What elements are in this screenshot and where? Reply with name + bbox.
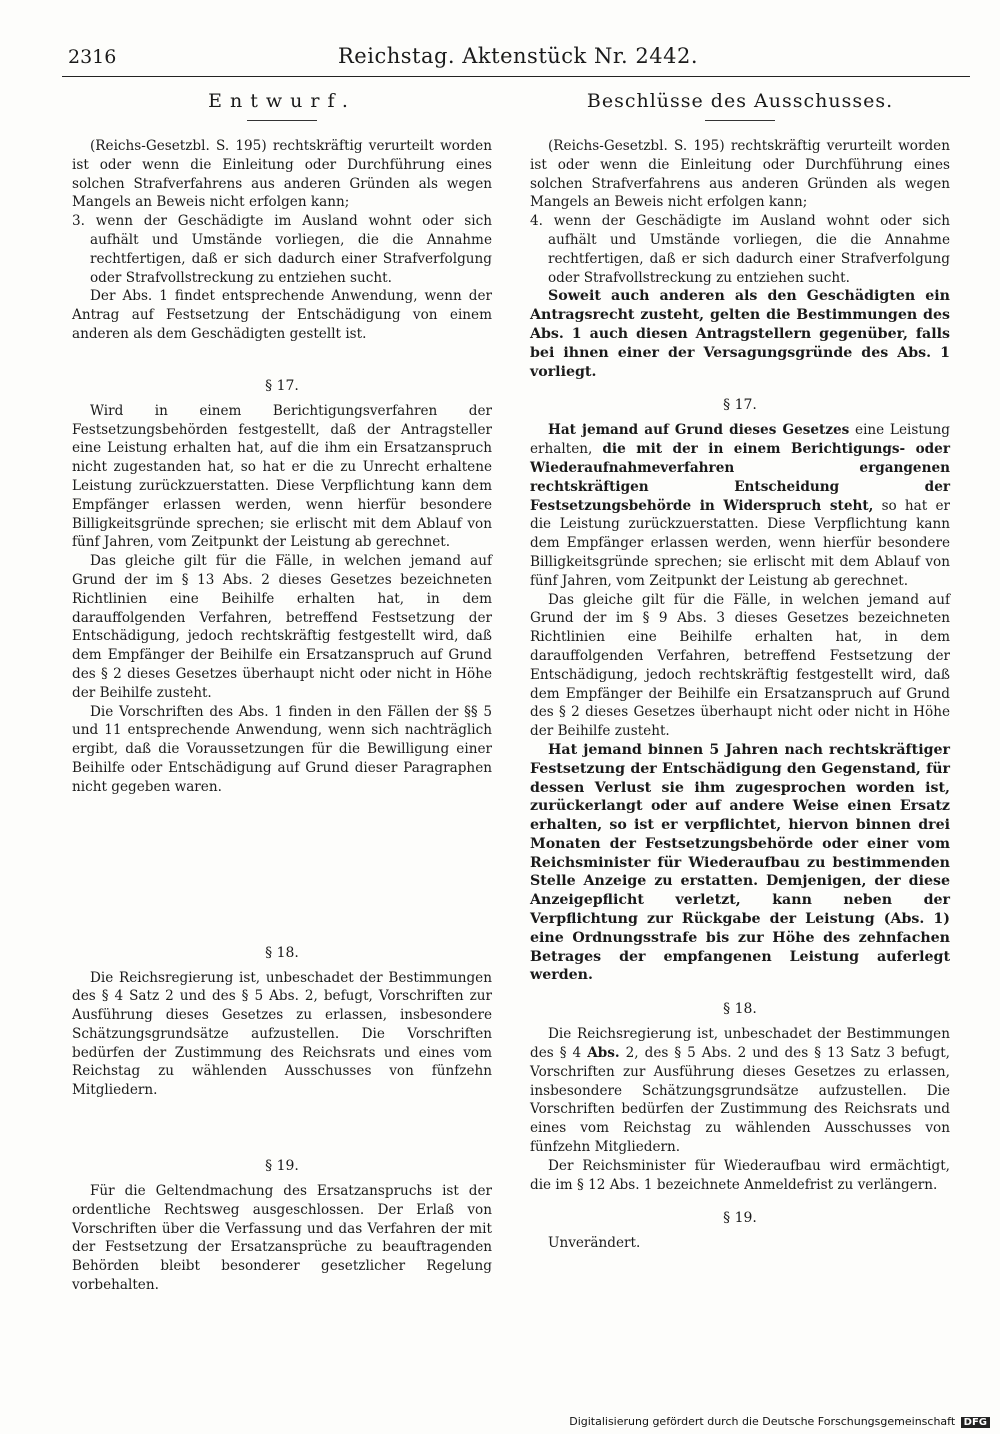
- section-17-paragraph-2: Das gleiche gilt für die Fälle, in welchen jemand auf Grund der im § 13 Abs. 2 dieses Gesetzes bezeichneten Richtlinien eine Beihilfe erhalten hat, in dem darauffolgenden Verfahren, betreffend Festsetzung der Entschädigung, jedoch rechtskräftig festgestellt wird, daß dem Empfänger der Beihilfe ein Ersatzanspruch auf Grund des § 2 dieses Gesetzes überhaupt nicht oder nicht in Höhe der Beihilfe zusteht.: [72, 553, 492, 701]
- section-18-paragraph-1: Die Reichsregierung ist, unbeschadet der Bestimmungen des § 4 Satz 2 und des § 5 Abs. 2, befugt, Vorschriften zur Ausführung dieses Gesetzes zu erlassen, insbesondere Schätzungsgrundsätze aufzustellen. Die Vorschriften bedürfen der Zustimmung des Reichsrats und eines vom Reichstag zu wählenden Ausschusses von fünfzehn Mitgliedern.: [72, 969, 492, 1099]
- column-draft: [72, 84, 492, 1295]
- heading-rule: [705, 120, 775, 121]
- column-heading-draft: Entwurf.: [208, 90, 356, 112]
- amendment-bold-text: Abs.: [587, 1045, 620, 1062]
- page-header: [68, 44, 968, 74]
- amendment-bold-text: Hat jemand auf Grund dieses Gesetzes: [548, 422, 850, 439]
- list-item-4: 4. wenn der Geschädigte im Ausland wohnt oder sich aufhält und Umstände vorliegen, die die Annahme rechtfertigen, daß er sich dadurch einer Strafverfolgung oder Strafvollstreckung zu entziehen sucht.: [530, 213, 950, 286]
- section-18-paragraph-2: Der Reichsminister für Wiederaufbau wird ermächtigt, die im § 12 Abs. 1 bezeichnete Anmeldefrist zu verlängern.: [530, 1157, 950, 1193]
- section-17-paragraph-3: Die Vorschriften des Abs. 1 finden in den Fällen der §§ 5 und 11 entsprechende Anwendung, wenn sich nachträglich ergibt, daß die Voraussetzungen für die Bewilligung einer Beihilfe oder Entschädigung auf Grund dieser Paragraphen nicht gegeben waren.: [72, 703, 492, 795]
- section-17-paragraph-2: Das gleiche gilt für die Fälle, in welchen jemand auf Grund der im § 9 Abs. 3 dieses Gesetzes bezeichneten Richtlinien eine Beihilfe erhalten hat, in dem darauffolgenden Verfahren, betreffend Festsetzung der Entschädigung, jedoch rechtskräftig festgestellt wird, daß dem Empfänger der Beihilfe ein Ersatzanspruch auf Grund des § 2 dieses Gesetzes überhaupt nicht oder nicht in Höhe der Beihilfe zusteht.: [530, 591, 950, 740]
- dfg-logo: DFG: [961, 1417, 990, 1428]
- section-19-paragraph-1: Unverändert.: [548, 1235, 641, 1252]
- section-17-paragraph-1: [530, 421, 950, 590]
- amendment-bold-text: die mit der in einem Berichtigungs- oder Wiederaufnahmeverfahren ergangenen rechtskräftigen Entscheidung der Festsetzungsbehörde in Widerspruch steht,: [530, 441, 950, 514]
- section-19-heading: § 19.: [723, 1210, 757, 1227]
- section-18-paragraph-1: [530, 1025, 950, 1157]
- section-18-heading: § 18.: [265, 944, 299, 961]
- paragraph-text: Die Reichsregierung ist, unbeschadet der Bestimmungen des § 4: [530, 1026, 950, 1062]
- section-17-paragraph-3: Hat jemand binnen 5 Jahren nach rechtskräftiger Festsetzung der Entschädigung den Gegenstand, für dessen Verlust sie ihm zugesprochen worden ist, zurückerlangt oder auf andere Weise einen Ersatz erhalten, so ist er verpflichtet, hiervon binnen drei Monaten der Festsetzungsbehörde oder einer vom Reichsminister für Wiederaufbau zu bestimmenden Stelle Anzeige zu erstatten. Demjenigen, der diese Anzeigepflicht verletzt, kann neben der Verpflichtung zur Rückgabe der Leistung (Abs. 1) eine Ordnungsstrafe bis zur Höhe des zehnfachen Betrages der empfangenen Leistung auferlegt werden.: [530, 741, 950, 984]
- digitization-credit: [569, 1415, 990, 1428]
- heading-rule: [247, 120, 317, 121]
- paragraph-text: so hat er die Leistung zurückzuerstatten. Diese Verpflichtung kann dem Empfänger erlassen werden, wenn hierfür besondere Billigkeitsgründe sprechen; sie erlischt mit dem Ablauf von fünf Jahren, vom Zeitpunkt der Leistung ab gerechnet.: [530, 497, 950, 589]
- page-number: 2316: [68, 46, 117, 68]
- section-17-heading: § 17.: [723, 397, 757, 414]
- section-19-paragraph-1: Für die Geltendmachung des Ersatzanspruchs ist der ordentliche Rechtsweg ausgeschlossen. Der Erlaß von Vorschriften über die Verfassung und das Verfahren der mit der Festsetzung der Ersatzansprüche zu beauftragenden Behörden bleibt besonderer gesetzlicher Regelung vorbehalten.: [72, 1183, 492, 1294]
- continued-paragraph: (Reichs-Gesetzbl. S. 195) rechtskräftig verurteilt worden ist oder wenn die Einleitung oder Durchführung eines solchen Strafverfahrens aus anderen Gründen als wegen Mangels an Beweis nicht erfolgen kann;: [530, 138, 950, 211]
- column-heading-committee: Beschlüsse des Ausschusses.: [586, 90, 894, 112]
- footer-text: Digitalisierung gefördert durch die Deutsche Forschungsgemeinschaft: [569, 1415, 956, 1428]
- continued-paragraph: (Reichs-Gesetzbl. S. 195) rechtskräftig verurteilt worden ist oder wenn die Einleitung oder Durchführung eines solchen Strafverfahrens aus anderen Gründen als wegen Mangels an Beweis nicht erfolgen kann;: [72, 138, 492, 211]
- header-rule: [62, 76, 970, 77]
- paragraph-text: 2, des § 5 Abs. 2 und des § 13 Satz 3 befugt, Vorschriften zur Ausführung dieses Gesetzes zu erlassen, insbesondere Schätzungsgrundsätze aufzustellen. Die Vorschriften bedürfen der Zustimmung des Reichsrats und eines vom Reichstag zu wählenden Ausschusses von fünfzehn Mitgliedern.: [530, 1045, 951, 1156]
- list-item-3: 3. wenn der Geschädigte im Ausland wohnt oder sich aufhält und Umstände vorliegen, die die Annahme rechtfertigen, daß er sich dadurch einer Strafverfolgung oder Strafvollstreckung zu entziehen sucht.: [72, 213, 492, 286]
- section-17-paragraph-1: Wird in einem Berichtigungsverfahren der Festsetzungsbehörden festgestellt, daß der Antragsteller eine Leistung erhalten hat, auf die ihm ein Ersatzanspruch nicht zugestanden hat, so hat er die zu Unrecht erhaltene Leistung zurückzuerstatten. Diese Verpflichtung kann dem Empfänger erlassen werden, wenn hierfür besondere Billigkeitsgründe sprechen; sie erlischt mit dem Ablauf von fünf Jahren, vom Zeitpunkt der Leistung ab gerechnet.: [72, 402, 492, 551]
- section-17-heading: § 17.: [265, 377, 299, 394]
- column-committee: [530, 84, 950, 1253]
- paragraph-abs: Der Abs. 1 findet entsprechende Anwendung, wenn der Antrag auf Festsetzung der Entschädigung von einem anderen als dem Geschädigten gestellt ist.: [72, 288, 492, 342]
- running-title: Reichstag. Aktenstück Nr. 2442.: [337, 44, 699, 68]
- section-18-heading: § 18.: [723, 1001, 757, 1018]
- section-19-heading: § 19.: [265, 1158, 299, 1175]
- bold-amendment-paragraph: Soweit auch anderen als den Geschädigten ein Antragsrecht zusteht, gelten die Bestimmungen des Abs. 1 auch diesen Antragstellern gegenüber, falls bei ihnen einer der Versagungsgründe des Abs. 1 vorliegt.: [530, 288, 950, 380]
- paragraph-text: eine Leistung erhalten,: [530, 422, 950, 458]
